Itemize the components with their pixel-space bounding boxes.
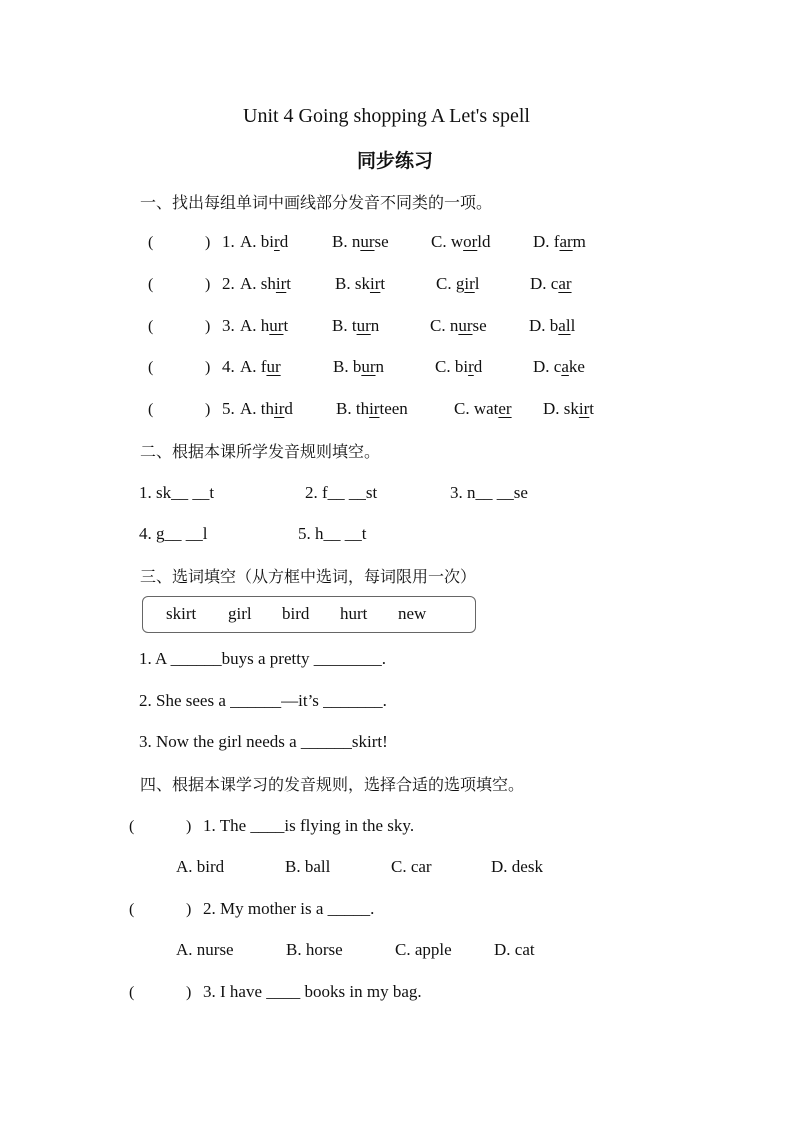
option <box>430 316 487 336</box>
option <box>336 399 408 419</box>
underlined-letters: ir <box>464 274 475 293</box>
option-letter: B. <box>333 357 353 376</box>
answer-paren-close: ) <box>205 401 211 418</box>
underlined-letters: ar <box>559 232 573 251</box>
option-word-part: teen <box>379 399 408 418</box>
sentence: 2. She sees a ______—it’s _______. <box>139 691 387 710</box>
underlined-letters: r <box>468 357 474 376</box>
underlined-letters: ur <box>361 357 376 376</box>
underlined-letters: ur <box>269 316 284 335</box>
underlined-letters: al <box>558 316 571 335</box>
option-letter: D. <box>543 399 564 418</box>
option-word-part: se <box>374 232 389 251</box>
option-word-part: w <box>450 232 464 251</box>
option-word-part: h <box>260 316 270 335</box>
option <box>240 357 281 377</box>
option-letter: A. <box>240 232 261 251</box>
answer-paren-open: ( <box>148 234 154 251</box>
fill-item: 2. f__ __st <box>305 483 378 502</box>
question-number: 2. <box>222 274 235 293</box>
answer-paren-close: ) <box>186 984 192 1001</box>
question-text: 3. I have ____ books in my bag. <box>203 982 422 1001</box>
word-box-word: bird <box>282 604 310 623</box>
option-word-part: wat <box>473 399 499 418</box>
option-letter: B. <box>336 399 356 418</box>
option-word-part: se <box>472 316 487 335</box>
underlined-letters: ir <box>369 274 381 293</box>
answer-paren-close: ) <box>205 276 211 293</box>
answer-paren-close: ) <box>186 818 192 835</box>
option-letter: B. <box>332 316 352 335</box>
option-letter: C. <box>431 232 451 251</box>
answer-paren-open: ( <box>148 359 154 376</box>
option-word-part: d <box>284 399 293 418</box>
page-title: Unit 4 Going shopping A Let's spell <box>243 105 530 127</box>
option-word-part: bi <box>260 232 275 251</box>
underlined-letters: ur <box>458 316 473 335</box>
sentence: 3. Now the girl needs a ______skirt! <box>139 732 388 751</box>
answer-paren-close: ) <box>205 318 211 335</box>
fill-item: 4. g__ __l <box>139 524 208 543</box>
question-number: 4. <box>222 357 235 376</box>
option-word-part: l <box>474 274 480 293</box>
option-word-part: n <box>351 232 361 251</box>
option <box>533 357 585 377</box>
question-number: 3. <box>222 316 235 335</box>
sentence: 1. A ______buys a pretty ________. <box>139 649 386 668</box>
answer-paren-close: ) <box>186 901 192 918</box>
option-letter: A. <box>240 274 261 293</box>
underlined-letters: ir <box>274 399 285 418</box>
answer-paren-open: ( <box>148 276 154 293</box>
option-word-part: n <box>375 357 385 376</box>
underlined-letters: a <box>561 357 569 376</box>
option-word-part: c <box>553 357 562 376</box>
option-letter: C. <box>436 274 456 293</box>
option-word-part: g <box>455 274 465 293</box>
word-box-word: girl <box>228 604 252 623</box>
option-word-part: c <box>550 274 559 293</box>
section-heading-3: 三、选词填空（从方框中选词，每词限用一次） <box>140 567 477 586</box>
option <box>240 316 288 336</box>
option-word-part: sh <box>260 274 276 293</box>
question-text: 2. My mother is a _____. <box>203 899 375 918</box>
option-word-part: b <box>549 316 559 335</box>
answer-paren-open: ( <box>129 818 135 835</box>
option <box>533 232 586 252</box>
option: C. apple <box>395 940 452 959</box>
underlined-letters: ur <box>266 357 281 376</box>
option-word-part: ke <box>568 357 585 376</box>
option-word-part: m <box>572 232 586 251</box>
option <box>435 357 482 377</box>
underlined-letters: ir <box>578 399 590 418</box>
option: D. desk <box>491 857 543 876</box>
underlined-letters: ur <box>360 232 375 251</box>
answer-paren-open: ( <box>148 401 154 418</box>
question-number: 5. <box>222 399 235 418</box>
answer-paren-open: ( <box>148 318 154 335</box>
option <box>240 232 288 252</box>
option-word-part: b <box>352 357 362 376</box>
option-word-part: sk <box>563 399 579 418</box>
underlined-letters: r <box>274 232 280 251</box>
option <box>530 274 572 294</box>
underlined-letters: ar <box>558 274 572 293</box>
option-letter: B. <box>335 274 355 293</box>
option-word-part: sk <box>354 274 370 293</box>
section-heading-2: 二、根据本课所学发音规则填空。 <box>140 442 381 461</box>
option-word-part: l <box>570 316 576 335</box>
option <box>431 232 491 252</box>
option-letter: C. <box>430 316 450 335</box>
option-letter: D. <box>533 232 554 251</box>
answer-paren-close: ) <box>205 234 211 251</box>
question-number: 1. <box>222 232 235 251</box>
answer-paren-open: ( <box>129 901 135 918</box>
underlined-letters: ir <box>275 274 287 293</box>
option-word-part: d <box>473 357 483 376</box>
option: A. bird <box>176 857 225 876</box>
option-word-part: n <box>370 316 380 335</box>
option: B. ball <box>285 857 331 876</box>
underlined-letters: er <box>498 399 512 418</box>
section-heading-4: 四、根据本课学习的发音规则，选择合适的选项填空。 <box>140 775 525 794</box>
option-letter: D. <box>530 274 551 293</box>
option-word-part: t <box>380 274 386 293</box>
word-box-word: new <box>398 604 427 623</box>
option: A. nurse <box>176 940 234 959</box>
option-word-part: t <box>283 316 289 335</box>
underlined-letters: ur <box>356 316 371 335</box>
option: C. car <box>391 857 432 876</box>
option <box>529 316 575 336</box>
option: B. horse <box>286 940 343 959</box>
option-word-part: n <box>449 316 459 335</box>
option-letter: A. <box>240 316 261 335</box>
option-word-part: f <box>260 357 267 376</box>
answer-paren-close: ) <box>205 359 211 376</box>
option-letter: C. <box>454 399 474 418</box>
option <box>332 232 389 252</box>
option-word-part: t <box>351 316 357 335</box>
fill-item: 1. sk__ __t <box>139 483 215 502</box>
option <box>332 316 379 336</box>
option-word-part: f <box>553 232 560 251</box>
option-word-part: t <box>286 274 292 293</box>
option-word-part: th <box>260 399 275 418</box>
option-letter: D. <box>529 316 550 335</box>
option <box>335 274 385 294</box>
underlined-letters: ir <box>369 399 380 418</box>
option-word-part: d <box>279 232 289 251</box>
question-text: 1. The ____is flying in the sky. <box>203 816 415 835</box>
option-letter: A. <box>240 357 261 376</box>
fill-item: 3. n__ __se <box>450 483 528 502</box>
section-heading-1: 一、找出每组单词中画线部分发音不同类的一项。 <box>140 193 493 212</box>
option: D. cat <box>494 940 535 959</box>
underlined-letters: or <box>463 232 478 251</box>
option-word-part: ld <box>477 232 491 251</box>
option-word-part: bi <box>454 357 469 376</box>
option <box>543 399 594 419</box>
answer-paren-open: ( <box>129 984 135 1001</box>
option-word-part: th <box>355 399 370 418</box>
fill-item: 5. h__ __t <box>298 524 367 543</box>
option <box>240 399 293 419</box>
option <box>454 399 512 419</box>
option <box>333 357 384 377</box>
word-box-word: hurt <box>340 604 368 623</box>
option-letter: A. <box>240 399 261 418</box>
option <box>240 274 291 294</box>
option-letter: C. <box>435 357 455 376</box>
option-letter: D. <box>533 357 554 376</box>
option <box>436 274 479 294</box>
word-box-word: skirt <box>166 604 197 623</box>
option-word-part: t <box>589 399 595 418</box>
page-subtitle: 同步练习 <box>357 150 434 172</box>
option-letter: B. <box>332 232 352 251</box>
